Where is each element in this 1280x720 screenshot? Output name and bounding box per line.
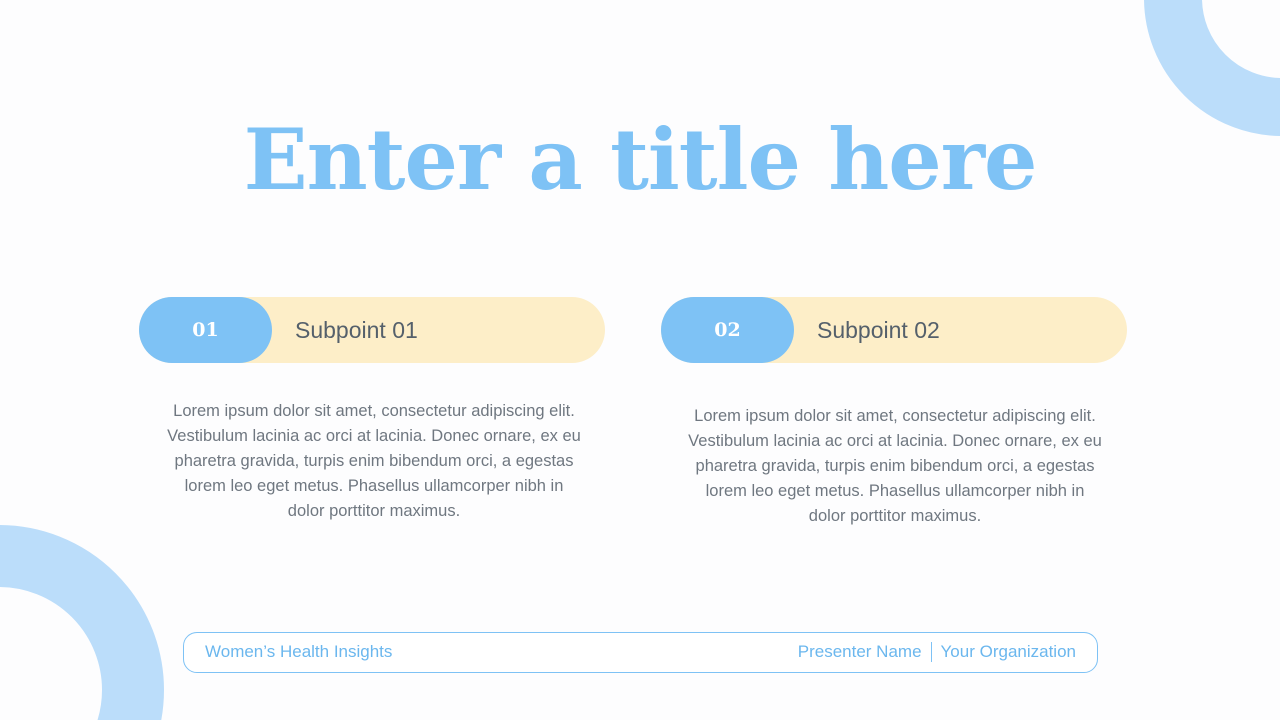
footer-credits	[798, 633, 1076, 671]
decorative-arc-bottom-left	[0, 525, 164, 720]
subpoint-2-label: Subpoint 02	[817, 317, 940, 343]
slide-title[interactable]: Enter a title here	[243, 110, 1037, 209]
subpoint-2-header[interactable]	[661, 297, 1127, 363]
footer-topic[interactable]: Women’s Health Insights	[205, 642, 393, 661]
subpoint-1-header[interactable]	[139, 297, 605, 363]
footer-presenter[interactable]: Presenter Name	[797, 642, 922, 661]
subpoint-1-label: Subpoint 01	[295, 317, 418, 343]
subpoint-1-body[interactable]: Lorem ipsum dolor sit amet, consectetur adipiscing elit. Vestibulum lacinia ac orci at lacinia. Donec ornare, ex eu pharetra gravida, turpis enim bibendum orci, a egestas lorem leo eget metus. Phasellus ullamcorper nibh in dolor porttitor maximus.	[167, 402, 581, 520]
subpoint-2-body[interactable]: Lorem ipsum dolor sit amet, consectetur adipiscing elit. Vestibulum lacinia ac orci at lacinia. Donec ornare, ex eu pharetra gravida, turpis enim bibendum orci, a egestas lorem leo eget metus. Phasellus ullamcorper nibh in dolor porttitor maximus.	[688, 407, 1102, 525]
footer-bar	[183, 632, 1098, 673]
subpoint-1-number: 01	[139, 297, 272, 363]
footer-divider	[931, 642, 932, 662]
footer-organization[interactable]: Your Organization	[940, 642, 1076, 661]
subpoint-2-number: 02	[661, 297, 794, 363]
